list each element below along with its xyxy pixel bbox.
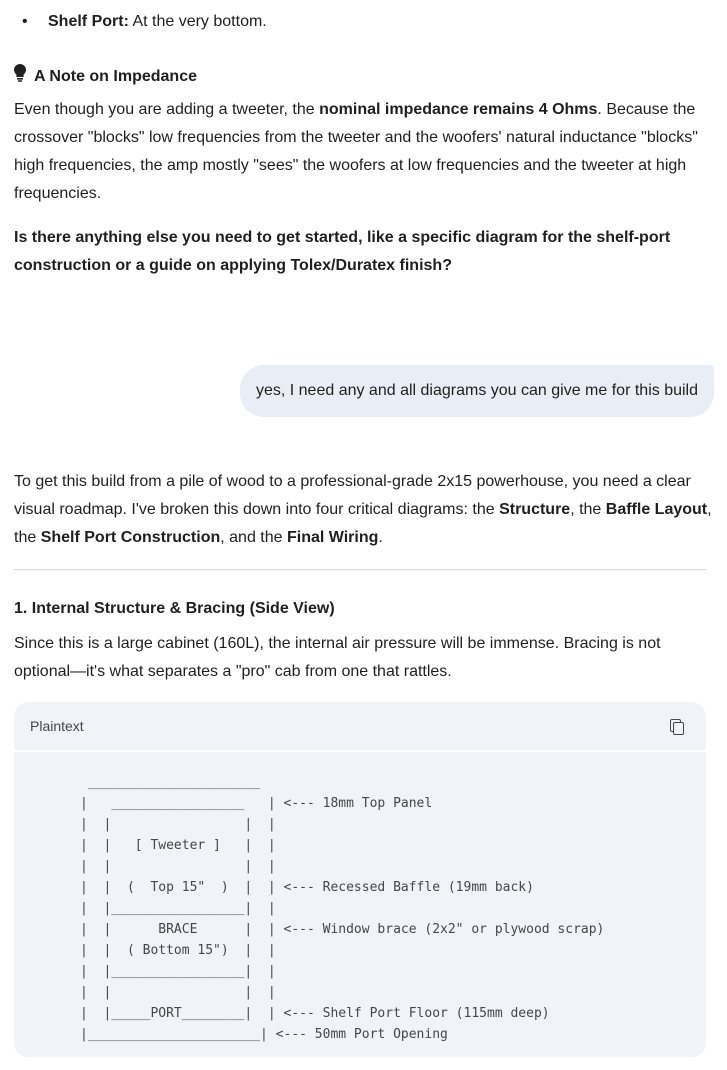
response-paragraph: To get this build from a pile of wood to a professional-grade 2x15 powerhouse, you need a clear visual roadmap. I've broken this down into four critical diagrams: the Structure, the Baffle Layout, the Shelf Port Construction, and the Final Wiring. <box>14 473 712 546</box>
code-header <box>14 702 706 752</box>
code-line: | _________________ | <--- 18mm Top Panel <box>80 796 433 811</box>
bullet-text: At the very bottom. <box>128 13 267 30</box>
code-line: | | ( Bottom 15") | | <box>80 943 276 958</box>
code-line: | |_____PORT________| | <--- Shelf Port Floor (115mm deep) <box>80 1006 550 1021</box>
code-line: | |_________________| | <box>80 964 276 979</box>
note-heading <box>14 64 197 90</box>
note-title: A Note on Impedance <box>34 68 197 85</box>
code-line: | | ( Top 15" ) | | <--- Recessed Baffle (19mm back) <box>80 880 534 895</box>
user-message-text: yes, I need any and all diagrams you can give me for this build <box>255 382 698 399</box>
section-title: 1. Internal Structure & Bracing (Side View) <box>14 600 335 617</box>
code-line: | | | | <box>80 859 276 874</box>
follow-up-question: Is there anything else you need to get started, like a specific diagram for the shelf-port construction or a guide on applying Tolex/Duratex finish? <box>14 229 671 274</box>
code-content <box>14 752 706 1045</box>
impedance-paragraph: Even though you are adding a tweeter, the nominal impedance remains 4 Ohms. Because the crossover "blocks" low frequencies from the tweeter and the woofers' natural inductance "blocks" high frequencies, the amp mostly "sees" the woofers at low frequencies and the tweeter at high frequencies. <box>14 101 698 202</box>
code-line: | |_________________| | <box>80 901 276 916</box>
code-line: | | BRACE | | <--- Window brace (2x2" or plywood scrap) <box>80 922 605 937</box>
code-block <box>14 702 706 1057</box>
bullet-item-shelf-port <box>14 10 267 34</box>
code-language-label: Plaintext <box>30 718 84 734</box>
bullet-dot: • <box>22 13 28 30</box>
code-line: ______________________ <box>80 775 261 790</box>
copy-icon[interactable] <box>668 717 686 735</box>
user-message-bubble <box>240 365 714 417</box>
lightbulb-icon <box>14 64 28 90</box>
code-line: | | | | <box>80 817 276 832</box>
code-line: | | | | <box>80 985 276 1000</box>
section-paragraph: Since this is a large cabinet (160L), the internal air pressure will be immense. Bracing is not optional—it's what separates a "pro" cab from one that rattles. <box>14 635 661 680</box>
section-divider <box>14 569 706 570</box>
bullet-label: Shelf Port: <box>48 13 129 30</box>
code-line: | | [ Tweeter ] | | <box>80 838 276 853</box>
code-line: |______________________| <--- 50mm Port Opening <box>80 1027 448 1042</box>
